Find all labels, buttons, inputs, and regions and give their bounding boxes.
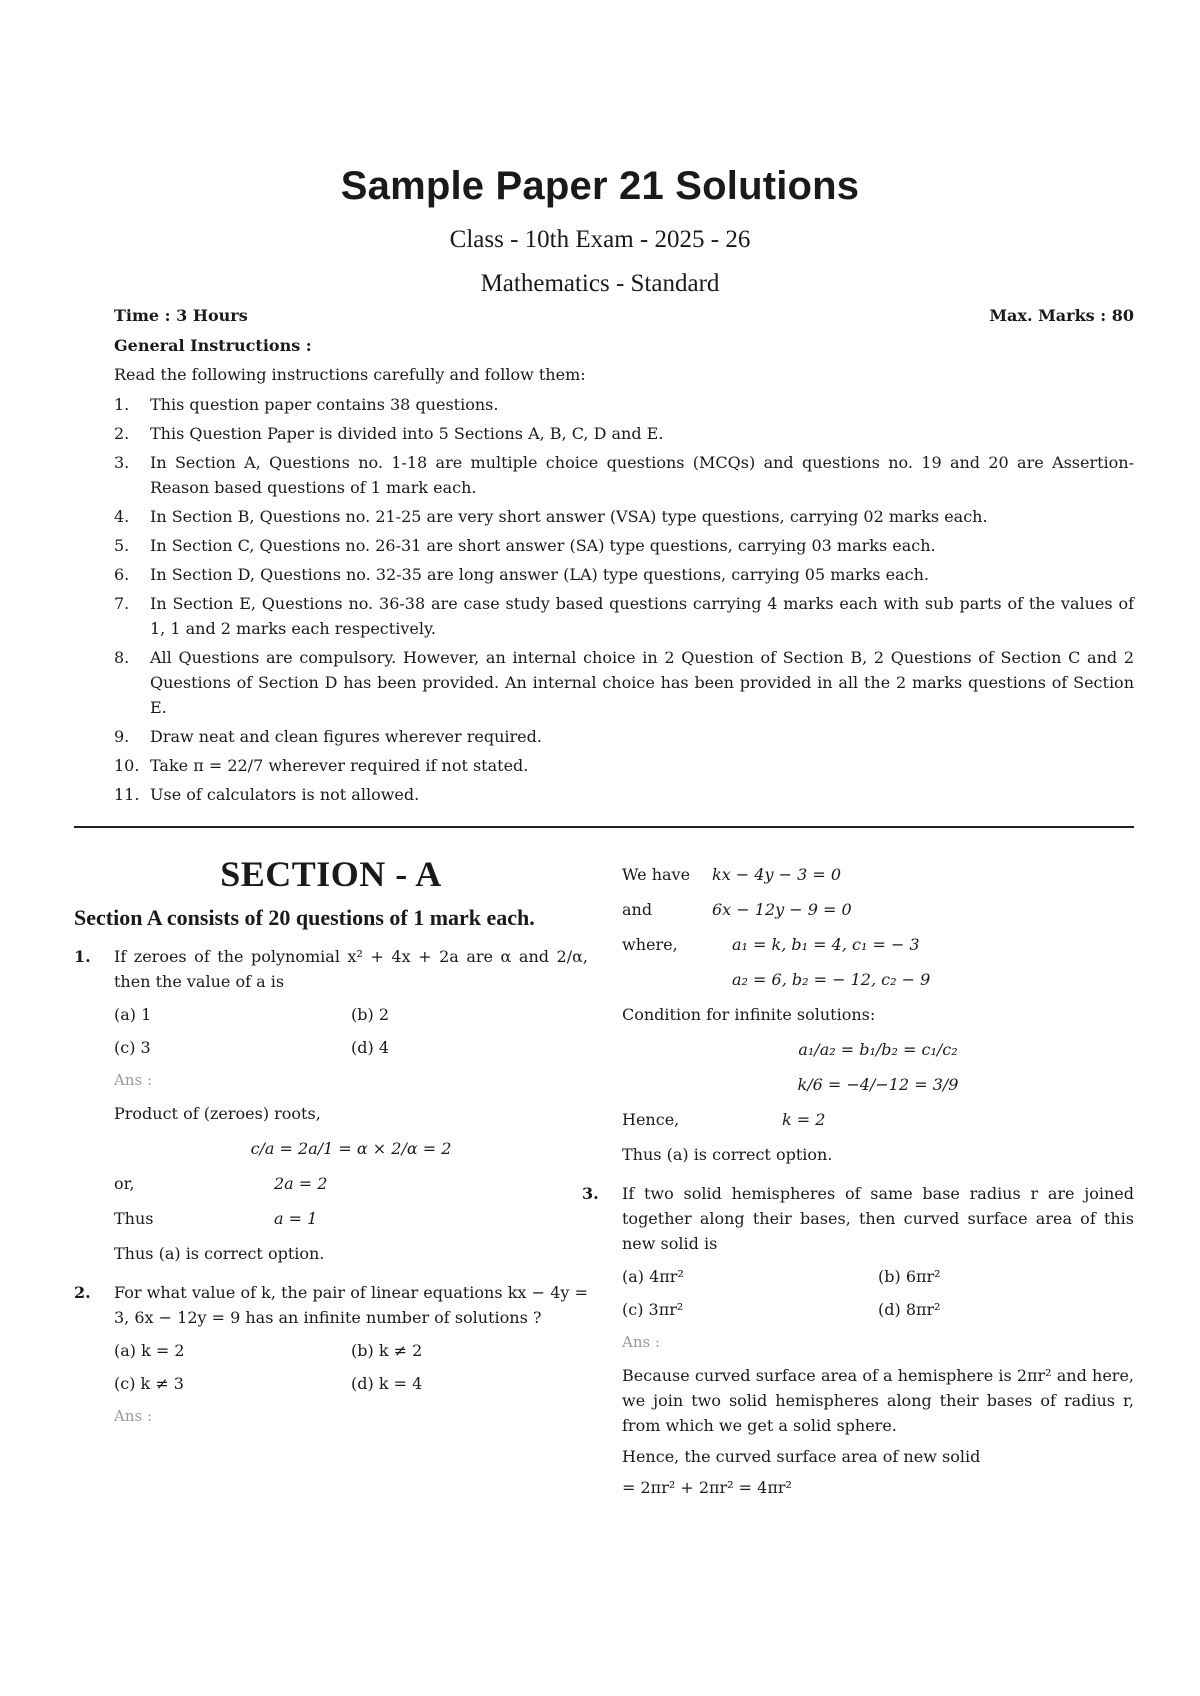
option-a: (a) 4πr² bbox=[622, 1267, 684, 1286]
instruction-item bbox=[114, 753, 1134, 778]
solution-row bbox=[622, 1107, 1134, 1132]
row-label: and bbox=[622, 900, 653, 919]
condition-equation: a₁/a₂ = b₁/b₂ = c₁/c₂ bbox=[798, 1040, 958, 1059]
page-title: Sample Paper 21 Solutions bbox=[340, 164, 860, 208]
solution-conclusion: Thus (a) is correct option. bbox=[622, 1145, 833, 1164]
instruction-text: In Section D, Questions no. 32-35 are long answer (LA) type questions, carrying 05 marks each. bbox=[150, 565, 929, 584]
instruction-text: This question paper contains 38 questions. bbox=[150, 395, 499, 414]
row-label: We have bbox=[622, 865, 691, 884]
solution-row bbox=[622, 932, 1134, 957]
instruction-text: In Section B, Questions no. 21-25 are very short answer (VSA) type questions, carrying 02 marks each. bbox=[150, 507, 988, 526]
question-1 bbox=[74, 944, 588, 1266]
exam-meta bbox=[114, 306, 1134, 325]
instruction-item bbox=[114, 392, 1134, 417]
instruction-item bbox=[114, 504, 1134, 529]
max-marks-label: Max. Marks : 80 bbox=[989, 306, 1134, 325]
class-line: Class - 10th Exam - 2025 - 26 bbox=[449, 226, 751, 253]
question-text: For what value of k, the pair of linear equations kx − 4y = 3, 6x − 12y = 9 has an infinite number of solutions ? bbox=[114, 1283, 588, 1327]
solution-line: Hence, the curved surface area of new solid bbox=[622, 1447, 981, 1466]
answer-label: Ans : bbox=[114, 1407, 153, 1425]
solution-explanation: Because curved surface area of a hemisphere is 2πr² and here, we join two solid hemispheres along their bases of radius r, from which we get a solid sphere. bbox=[622, 1366, 1134, 1435]
option-d: (d) 8πr² bbox=[878, 1300, 941, 1319]
solution-equation: c/a = 2a/1 = α × 2/α = 2 bbox=[250, 1139, 452, 1158]
instruction-item bbox=[114, 591, 1134, 641]
solution-row bbox=[622, 967, 1134, 992]
row-value: 2a = 2 bbox=[274, 1174, 328, 1193]
question-2 bbox=[74, 1280, 588, 1429]
option-c: (c) 3πr² bbox=[622, 1300, 684, 1319]
instruction-item bbox=[114, 421, 1134, 446]
instruction-text: Take π = 22/7 wherever required if not stated. bbox=[150, 756, 529, 775]
section-heading: SECTION - A bbox=[220, 854, 442, 894]
option-d: (d) 4 bbox=[351, 1038, 389, 1057]
option-b: (b) k ≠ 2 bbox=[351, 1341, 423, 1360]
instruction-number: 3. bbox=[114, 453, 130, 472]
solution-row bbox=[114, 1206, 588, 1231]
instruction-text: In Section A, Questions no. 1-18 are multiple choice questions (MCQs) and questions no. 19 and 20 are Assertion- Reason based questions of 1 mark each. bbox=[150, 453, 1134, 497]
instruction-item bbox=[114, 450, 1134, 500]
instructions-list bbox=[114, 392, 1134, 811]
solution-row bbox=[114, 1171, 588, 1196]
solution-conclusion: Thus (a) is correct option. bbox=[114, 1244, 325, 1263]
options bbox=[114, 1002, 588, 1060]
solution-final-equation: = 2πr² + 2πr² = 4πr² bbox=[622, 1478, 792, 1497]
row-label: Hence, bbox=[622, 1110, 680, 1129]
question-number: 1. bbox=[74, 947, 91, 966]
instruction-text: All Questions are compulsory. However, an internal choice in 2 Question of Section B, 2 Questions of Section C and 2 Questions of Section D has been provided. An internal choice has been provided in all the 2 marks questions of Section E. bbox=[150, 648, 1134, 717]
row-spacer bbox=[622, 967, 732, 992]
instruction-item bbox=[114, 562, 1134, 587]
option-c: (c) k ≠ 3 bbox=[114, 1374, 184, 1393]
time-label: Time : 3 Hours bbox=[114, 306, 248, 325]
row-label: or, bbox=[114, 1174, 135, 1193]
options bbox=[114, 1338, 588, 1396]
solution-row bbox=[622, 897, 1134, 922]
left-column bbox=[74, 854, 588, 1437]
question-3 bbox=[582, 1181, 1134, 1500]
row-label: where, bbox=[622, 935, 678, 954]
instruction-item bbox=[114, 724, 1134, 749]
row-value: a₁ = k, b₁ = 4, c₁ = − 3 bbox=[732, 935, 920, 954]
options bbox=[622, 1264, 1134, 1322]
option-d: (d) k = 4 bbox=[351, 1374, 423, 1393]
answer-label: Ans : bbox=[114, 1071, 153, 1089]
instruction-text: In Section E, Questions no. 36-38 are case study based questions carrying 4 marks each with sub parts of the values of 1, 1 and 2 marks each respectively. bbox=[150, 594, 1134, 638]
answer-label: Ans : bbox=[622, 1333, 661, 1351]
instruction-number: 9. bbox=[114, 727, 130, 746]
instruction-number: 1. bbox=[114, 395, 130, 414]
section-subheading: Section A consists of 20 questions of 1 mark each. bbox=[74, 905, 535, 930]
row-label: Thus bbox=[114, 1209, 154, 1228]
question-text: If zeroes of the polynomial x² + 4x + 2a are α and 2/α, then the value of a is bbox=[114, 947, 588, 991]
instruction-text: This Question Paper is divided into 5 Sections A, B, C, D and E. bbox=[150, 424, 664, 443]
right-column bbox=[582, 862, 1134, 1508]
row-value: 6x − 12y − 9 = 0 bbox=[712, 900, 852, 919]
question-number: 2. bbox=[74, 1283, 91, 1302]
instruction-item bbox=[114, 533, 1134, 558]
option-b: (b) 2 bbox=[351, 1005, 389, 1024]
instruction-item bbox=[114, 782, 1134, 807]
option-b: (b) 6πr² bbox=[878, 1267, 941, 1286]
question-number: 3. bbox=[582, 1184, 599, 1203]
instructions-intro: Read the following instructions carefully and follow them: bbox=[114, 365, 586, 384]
instruction-number: 7. bbox=[114, 594, 130, 613]
instruction-number: 11. bbox=[114, 785, 140, 804]
row-value: k = 2 bbox=[782, 1110, 826, 1129]
question-text: If two solid hemispheres of same base radius r are joined together along their bases, then curved surface area of this new solid is bbox=[622, 1184, 1134, 1253]
instruction-item bbox=[114, 645, 1134, 720]
option-c: (c) 3 bbox=[114, 1038, 151, 1057]
instruction-text: Use of calculators is not allowed. bbox=[150, 785, 420, 804]
instruction-number: 4. bbox=[114, 507, 130, 526]
general-instructions-heading: General Instructions : bbox=[114, 336, 312, 355]
instruction-number: 5. bbox=[114, 536, 130, 555]
instruction-text: In Section C, Questions no. 26-31 are short answer (SA) type questions, carrying 03 marks each. bbox=[150, 536, 936, 555]
condition-text: Condition for infinite solutions: bbox=[622, 1005, 876, 1024]
row-value: a₂ = 6, b₂ = − 12, c₂ − 9 bbox=[732, 970, 931, 989]
solution-row bbox=[622, 862, 1134, 887]
instruction-number: 10. bbox=[114, 756, 140, 775]
substituted-equation: k/6 = −4/−12 = 3/9 bbox=[797, 1075, 959, 1094]
instruction-number: 2. bbox=[114, 424, 130, 443]
instruction-number: 8. bbox=[114, 648, 130, 667]
instruction-number: 6. bbox=[114, 565, 130, 584]
option-a: (a) k = 2 bbox=[114, 1341, 185, 1360]
section-divider bbox=[74, 826, 1134, 828]
option-a: (a) 1 bbox=[114, 1005, 152, 1024]
subject-line: Mathematics - Standard bbox=[480, 270, 720, 297]
solution-line: Product of (zeroes) roots, bbox=[114, 1104, 321, 1123]
instruction-text: Draw neat and clean figures wherever required. bbox=[150, 727, 542, 746]
row-value: a = 1 bbox=[274, 1209, 318, 1228]
row-value: kx − 4y − 3 = 0 bbox=[712, 865, 842, 884]
